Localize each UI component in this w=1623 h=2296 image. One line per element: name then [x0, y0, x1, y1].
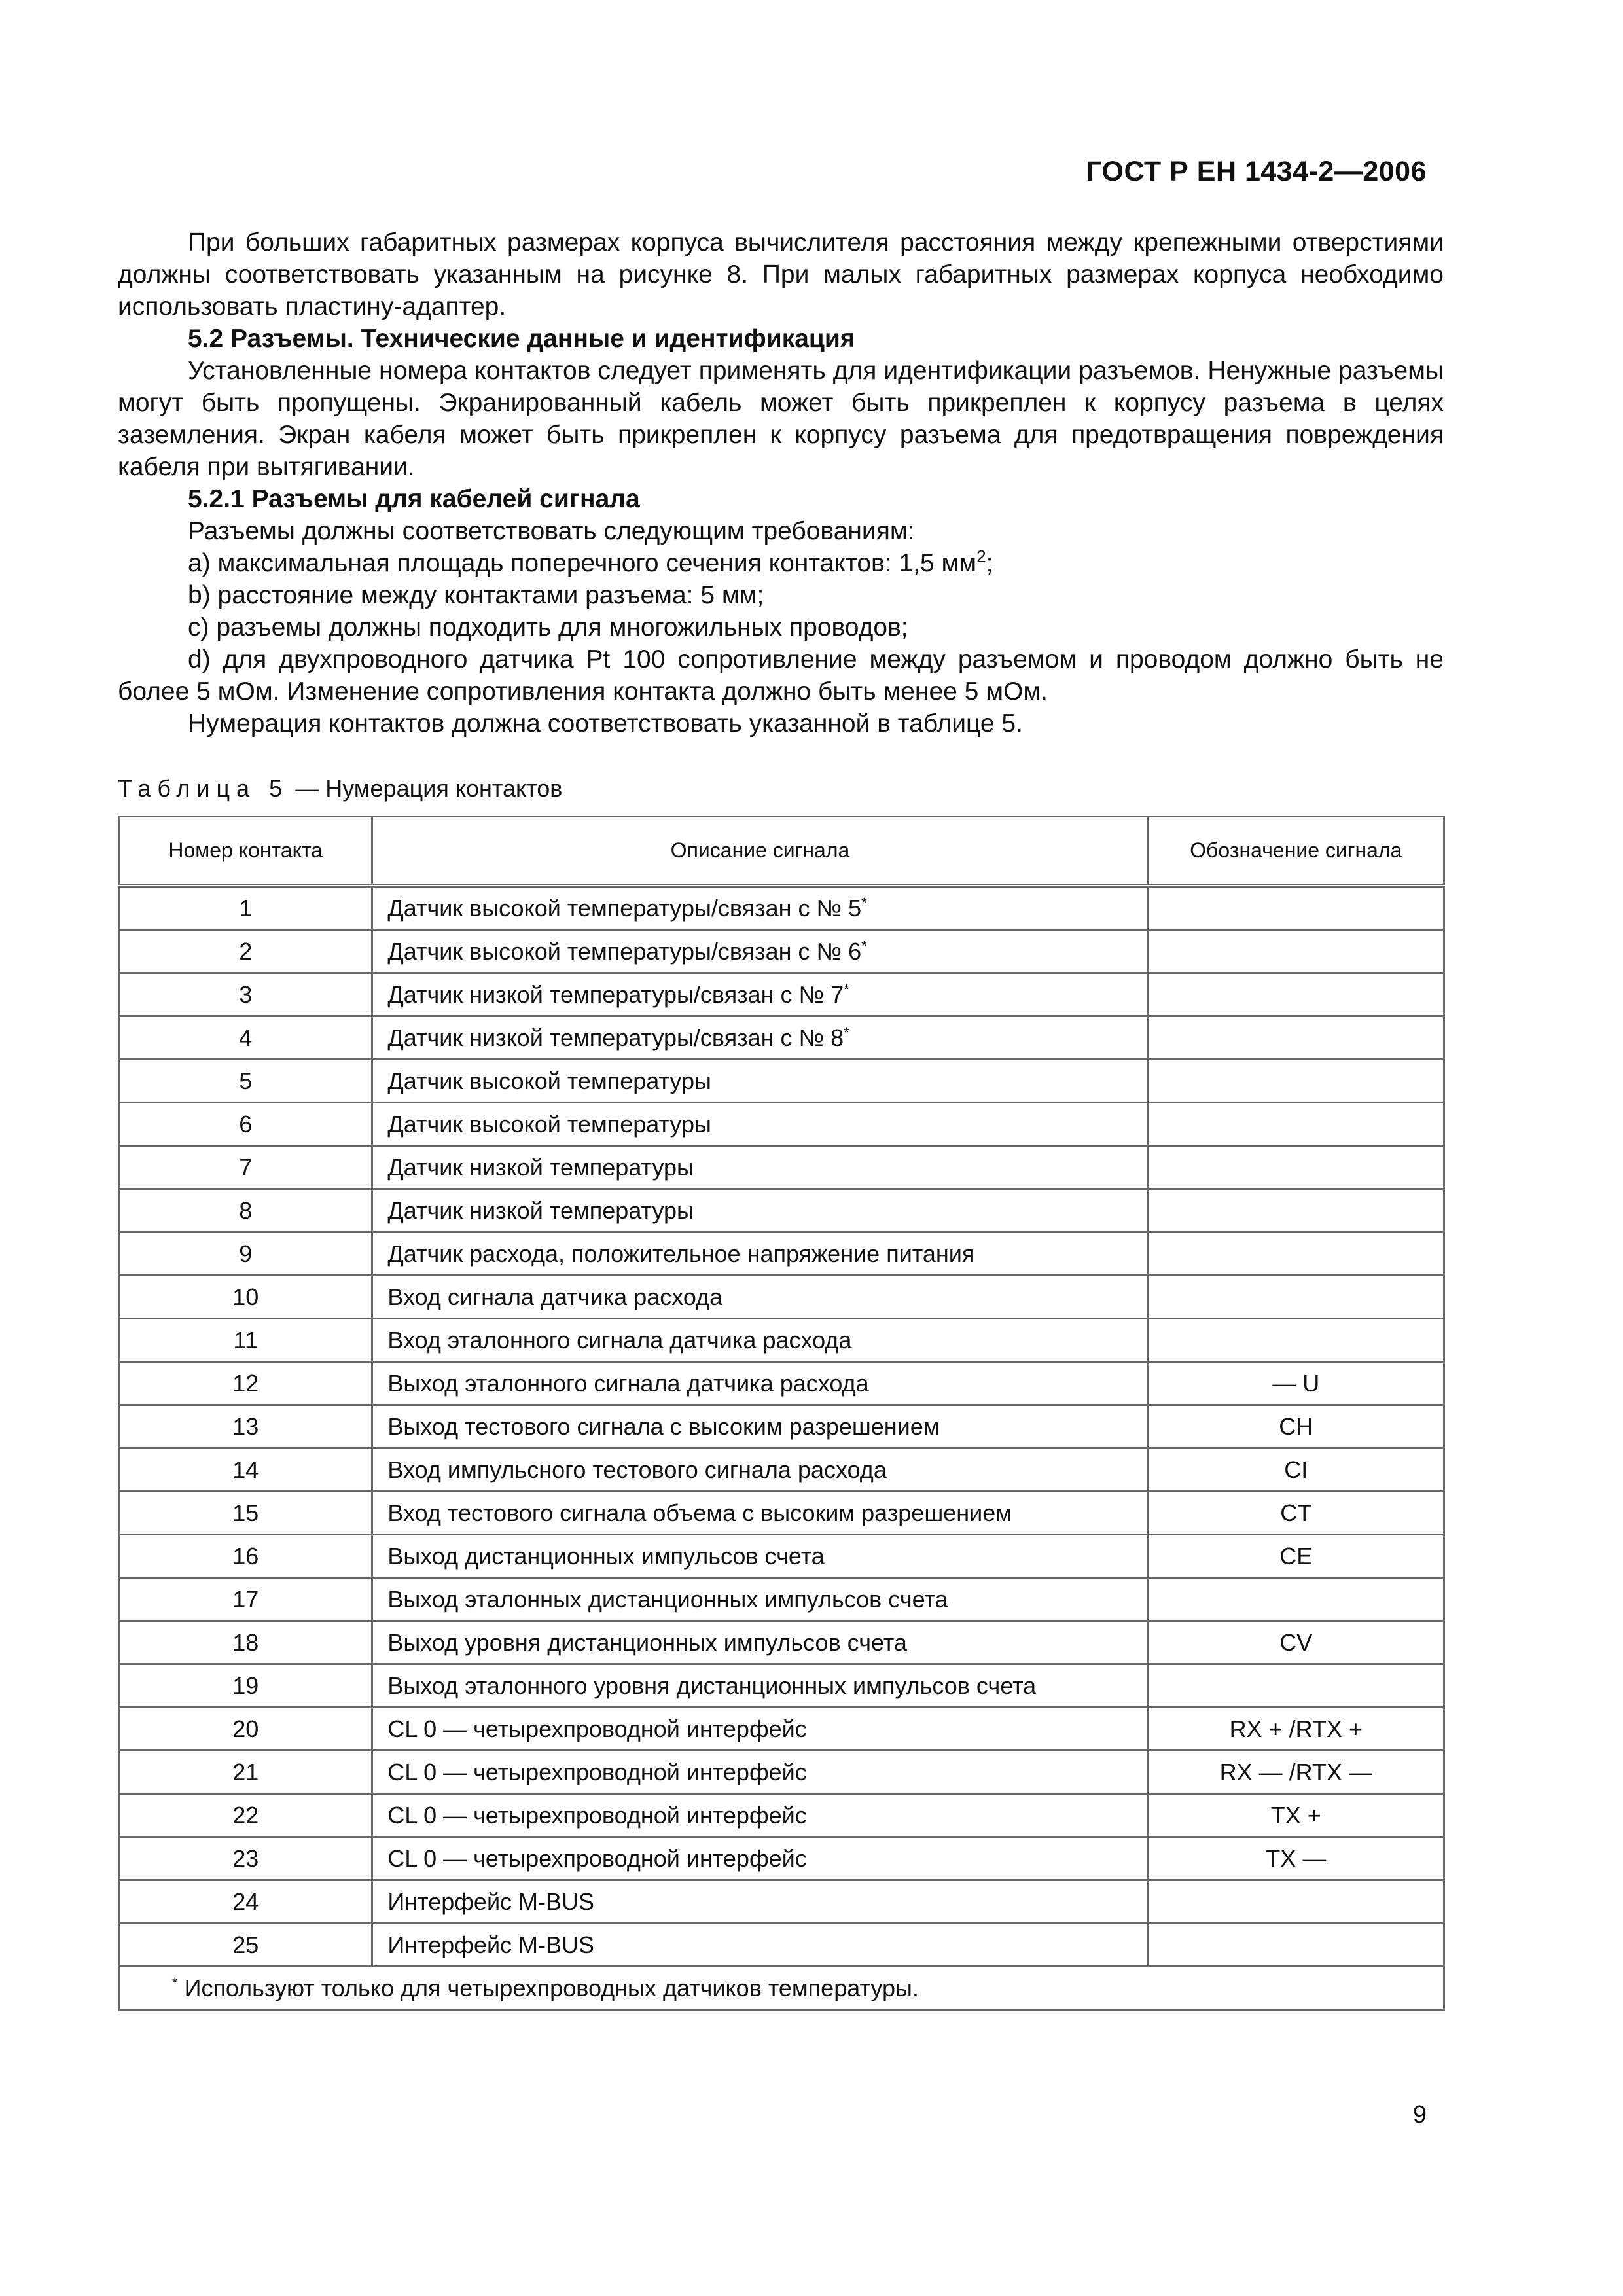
contact-number: 9 [119, 1232, 372, 1276]
contact-number: 16 [119, 1535, 372, 1578]
table-row [119, 930, 1444, 973]
header-signal-designation: Обозначение сигнала [1148, 817, 1444, 886]
table-header-row [119, 817, 1444, 886]
contact-number: 13 [119, 1405, 372, 1448]
contact-number: 19 [119, 1664, 372, 1708]
table-row [119, 1924, 1444, 1967]
table-row [119, 1146, 1444, 1189]
contact-number: 12 [119, 1362, 372, 1405]
contact-number: 11 [119, 1319, 372, 1362]
table-row [119, 1103, 1444, 1146]
table-row [119, 1232, 1444, 1276]
section-heading-5-2-1: 5.2.1 Разъемы для кабелей сигнала [188, 485, 640, 513]
document-code: ГОСТ Р ЕН 1434-2—2006 [1086, 156, 1427, 187]
paragraph-requirements-intro: Разъемы должны соответствовать следующим требованиям: [188, 517, 915, 545]
signal-description: Датчик низкой температуры [372, 1146, 1148, 1189]
signal-description: Интерфейс M-BUS [372, 1924, 1148, 1967]
signal-description: Датчик низкой температуры [372, 1189, 1148, 1232]
signal-designation: CE [1148, 1535, 1444, 1578]
table-footnote-row [119, 1967, 1444, 2011]
contact-number: 25 [119, 1924, 372, 1967]
header-signal-description: Описание сигнала [372, 817, 1148, 886]
table-row [119, 1276, 1444, 1319]
contact-number: 8 [119, 1189, 372, 1232]
signal-designation [1148, 1189, 1444, 1232]
table-footnote: * Используют только для четырехпроводных датчиков температуры. [119, 1967, 1444, 2011]
contact-number: 4 [119, 1016, 372, 1060]
contact-number: 10 [119, 1276, 372, 1319]
list-item-d: d) для двухпроводного датчика Pt 100 сопротивление между разъемом и проводом должно быть не более 5 мОм. Изменение сопротивления контакта должно быть менее 5 мОм. [118, 645, 1444, 706]
signal-description: Вход сигнала датчика расхода [372, 1276, 1148, 1319]
table-row [119, 973, 1444, 1016]
contact-number: 15 [119, 1492, 372, 1535]
table-caption: Таблица 5 — Нумерация контактов [118, 775, 563, 802]
contact-number: 17 [119, 1578, 372, 1621]
signal-designation: TX — [1148, 1837, 1444, 1880]
signal-description: Выход тестового сигнала с высоким разрешением [372, 1405, 1148, 1448]
signal-description: Датчик высокой температуры/связан с № 6* [372, 930, 1148, 973]
signal-designation: CV [1148, 1621, 1444, 1664]
table-row [119, 1060, 1444, 1103]
table-row [119, 1708, 1444, 1751]
signal-designation: CT [1148, 1492, 1444, 1535]
signal-designation: CH [1148, 1405, 1444, 1448]
contact-number: 21 [119, 1751, 372, 1794]
table-row [119, 886, 1444, 930]
contact-number: 7 [119, 1146, 372, 1189]
signal-designation [1148, 886, 1444, 930]
signal-designation [1148, 1664, 1444, 1708]
contact-number: 18 [119, 1621, 372, 1664]
table-row [119, 1405, 1444, 1448]
signal-designation [1148, 973, 1444, 1016]
signal-description: CL 0 — четырехпроводной интерфейс [372, 1837, 1148, 1880]
signal-description: Выход эталонного уровня дистанционных импульсов счета [372, 1664, 1148, 1708]
table-row [119, 1492, 1444, 1535]
signal-description: Датчик высокой температуры [372, 1103, 1148, 1146]
signal-description: Выход эталонных дистанционных импульсов счета [372, 1578, 1148, 1621]
signal-description: Вход импульсного тестового сигнала расхода [372, 1448, 1148, 1492]
paragraph-adapter-plate: При больших габаритных размерах корпуса вычислителя расстояния между крепежными отверстиями должны соответствовать указанным на рисунке 8. При малых габаритных размерах корпуса необходимо использовать пластину-адаптер. [118, 228, 1444, 321]
body-text [118, 226, 1444, 740]
table-row [119, 1016, 1444, 1060]
signal-description: Датчик низкой температуры/связан с № 8* [372, 1016, 1148, 1060]
footnote-marker: * [861, 937, 867, 954]
signal-description: Датчик расхода, положительное напряжение питания [372, 1232, 1148, 1276]
signal-description: Датчик высокой температуры [372, 1060, 1148, 1103]
contact-numbering-table [118, 816, 1445, 2011]
table-row [119, 1880, 1444, 1924]
signal-description: Выход дистанционных импульсов счета [372, 1535, 1148, 1578]
signal-designation: TX + [1148, 1794, 1444, 1837]
signal-designation: — U [1148, 1362, 1444, 1405]
signal-description: CL 0 — четырехпроводной интерфейс [372, 1794, 1148, 1837]
contact-number: 14 [119, 1448, 372, 1492]
signal-designation [1148, 930, 1444, 973]
signal-designation [1148, 1276, 1444, 1319]
signal-description: Интерфейс M-BUS [372, 1880, 1148, 1924]
footnote-marker: * [172, 1975, 178, 1991]
signal-designation [1148, 1016, 1444, 1060]
table-row [119, 1794, 1444, 1837]
signal-designation [1148, 1924, 1444, 1967]
signal-designation [1148, 1103, 1444, 1146]
paragraph-connector-identification: Установленные номера контактов следует применять для идентификации разъемов. Ненужные разъемы могут быть пропущены. Экранированный кабель может быть прикреплен к корпусу разъема в целях заземления. Экран кабеля может быть прикреплен к корпусу разъема для предотвращения повреждения кабеля при вытягивании. [118, 357, 1444, 481]
table-row [119, 1362, 1444, 1405]
signal-description: Вход эталонного сигнала датчика расхода [372, 1319, 1148, 1362]
signal-description: CL 0 — четырехпроводной интерфейс [372, 1708, 1148, 1751]
list-item-b: b) расстояние между контактами разъема: 5 мм; [188, 581, 764, 609]
signal-designation: RX — /RTX — [1148, 1751, 1444, 1794]
table-row [119, 1189, 1444, 1232]
contact-number: 1 [119, 886, 372, 930]
superscript: 2 [976, 547, 986, 566]
contact-number: 22 [119, 1794, 372, 1837]
contact-number: 6 [119, 1103, 372, 1146]
signal-description: Выход уровня дистанционных импульсов счета [372, 1621, 1148, 1664]
signal-description: Датчик низкой температуры/связан с № 7* [372, 973, 1148, 1016]
section-heading-5-2: 5.2 Разъемы. Технические данные и идентификация [188, 325, 855, 353]
contact-number: 2 [119, 930, 372, 973]
table-row [119, 1319, 1444, 1362]
table-row [119, 1664, 1444, 1708]
table-row [119, 1751, 1444, 1794]
footnote-marker: * [844, 980, 849, 997]
table-row [119, 1837, 1444, 1880]
contact-number: 20 [119, 1708, 372, 1751]
signal-designation [1148, 1232, 1444, 1276]
paragraph-table-reference: Нумерация контактов должна соответствовать указанной в таблице 5. [188, 709, 1023, 738]
contact-number: 23 [119, 1837, 372, 1880]
table-row [119, 1448, 1444, 1492]
contact-number: 5 [119, 1060, 372, 1103]
contact-number: 24 [119, 1880, 372, 1924]
signal-designation: CI [1148, 1448, 1444, 1492]
page-number: 9 [1412, 2101, 1427, 2128]
footnote-marker: * [861, 894, 867, 911]
list-item-a: а) максимальная площадь поперечного сечения контактов: 1,5 $мм^2$; [188, 547, 993, 577]
footnote-marker: * [844, 1024, 849, 1041]
signal-designation [1148, 1880, 1444, 1924]
signal-description: Выход эталонного сигнала датчика расхода [372, 1362, 1148, 1405]
header-contact-number: Номер контакта [119, 817, 372, 886]
signal-description: Датчик высокой температуры/связан с № 5* [372, 886, 1148, 930]
signal-designation [1148, 1146, 1444, 1189]
signal-description: CL 0 — четырехпроводной интерфейс [372, 1751, 1148, 1794]
table-row [119, 1621, 1444, 1664]
list-item-c: с) разъемы должны подходить для многожильных проводов; [188, 613, 908, 641]
table-row [119, 1535, 1444, 1578]
table-row [119, 1578, 1444, 1621]
signal-designation [1148, 1319, 1444, 1362]
contact-number: 3 [119, 973, 372, 1016]
signal-designation: RX + /RTX + [1148, 1708, 1444, 1751]
signal-designation [1148, 1060, 1444, 1103]
signal-description: Вход тестового сигнала объема с высоким разрешением [372, 1492, 1148, 1535]
signal-designation [1148, 1578, 1444, 1621]
